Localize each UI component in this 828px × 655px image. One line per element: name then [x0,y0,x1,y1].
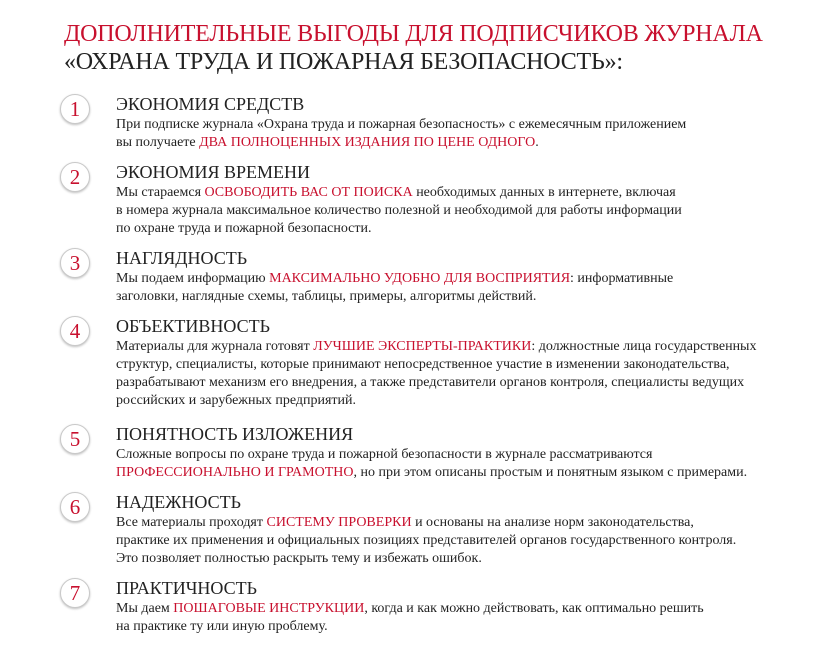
benefit-text-7 [116,600,816,636]
number-badge-4: 4 [60,316,90,346]
body-text: и основаны на анализе норм законодательства, [411,515,694,530]
benefit-heading-5: ПОНЯТНОСТЬ ИЗЛОЖЕНИЯ [116,424,354,444]
body-text: необходимых данных в интернете, включая [412,185,676,200]
highlight-text: МАКСИМАЛЬНО УДОБНО ДЛЯ ВОСПРИЯТИЯ [269,271,571,286]
text-line [116,288,816,306]
text-line [116,532,816,550]
body-text: , но при этом описаны простым и понятным языком с примерами. [353,465,748,480]
body-text: При подписке журнала «Охрана труда и пожарная безопасность» с ежемесячным приложением [116,117,687,132]
body-text: Мы подаем информацию [116,271,270,286]
benefit-text-6 [116,514,816,568]
text-line [116,338,816,356]
body-text: , когда и как можно действовать, как оптимально решить [364,601,704,616]
page-title-line-1: ДОПОЛНИТЕЛЬНЫЕ ВЫГОДЫ ДЛЯ ПОДПИСЧИКОВ ЖУРНАЛА [64,21,763,47]
benefit-heading-1: ЭКОНОМИЯ СРЕДСТВ [116,94,305,114]
body-text: по охране труда и пожарной безопасности. [116,221,372,236]
body-text: разрабатывают механизм его внедрения, а также представители органов контроля, специалисты ведущих [116,375,745,390]
highlight-text: ПРОФЕССИОНАЛЬНО И ГРАМОТНО [116,465,354,480]
text-line [116,374,816,392]
text-line [116,514,816,532]
highlight-text: ОСВОБОДИТЬ ВАС ОТ ПОИСКА [204,185,413,200]
benefit-heading-4: ОБЪЕКТИВНОСТЬ [116,316,270,336]
text-line [116,464,816,482]
body-text: Все материалы проходят [116,515,267,530]
body-text: Материалы для журнала готовят [116,339,314,354]
text-line [116,618,816,636]
number-badge-5: 5 [60,424,90,454]
number-badge-2: 2 [60,162,90,192]
body-text: структур, специалисты, которые принимают непосредственное участие в изменении законодательства, [116,357,730,372]
body-text: российских и зарубежных предприятий. [116,393,357,408]
text-line [116,184,816,202]
text-line [116,392,816,410]
benefit-heading-6: НАДЕЖНОСТЬ [116,492,241,512]
text-line [116,202,816,220]
highlight-text: ПОШАГОВЫЕ ИНСТРУКЦИИ [173,601,365,616]
text-line [116,220,816,238]
highlight-text: СИСТЕМУ ПРОВЕРКИ [266,515,412,530]
number-badge-1: 1 [60,94,90,124]
text-line [116,356,816,374]
text-line [116,550,816,568]
highlight-text: ЛУЧШИЕ ЭКСПЕРТЫ-ПРАКТИКИ [313,339,532,354]
benefit-text-3 [116,270,816,306]
text-line [116,116,816,134]
body-text: Мы стараемся [116,185,205,200]
benefit-text-5 [116,446,816,482]
body-text: заголовки, наглядные схемы, таблицы, примеры, алгоритмы действий. [116,289,537,304]
number-badge-7: 7 [60,578,90,608]
number-badge-3: 3 [60,248,90,278]
text-line [116,270,816,288]
text-line [116,600,816,618]
body-text: вы получаете [116,135,200,150]
benefit-heading-3: НАГЛЯДНОСТЬ [116,248,248,268]
body-text: в номера журнала максимальное количество полезной и необходимой для работы информации [116,203,682,218]
body-text: : информативные [570,271,674,286]
benefit-text-2 [116,184,816,238]
body-text: Мы даем [116,601,174,616]
number-badge-6: 6 [60,492,90,522]
benefit-text-4 [116,338,816,410]
text-line [116,446,816,464]
page-header [64,20,814,76]
page-title-line-2: «ОХРАНА ТРУДА И ПОЖАРНАЯ БЕЗОПАСНОСТЬ»: [64,49,623,75]
body-text: на практике ту или иную проблему. [116,619,328,634]
body-text: Сложные вопросы по охране труда и пожарной безопасности в журнале рассматриваются [116,447,653,462]
benefit-heading-7: ПРАКТИЧНОСТЬ [116,578,257,598]
body-text: : должностные лица государственных [531,339,757,354]
body-text: Это позволяет полностью раскрыть тему и избежать ошибок. [116,551,482,566]
benefit-heading-2: ЭКОНОМИЯ ВРЕМЕНИ [116,162,310,182]
highlight-text: ДВА ПОЛНОЦЕННЫХ ИЗДАНИЯ ПО ЦЕНЕ ОДНОГО [199,135,536,150]
body-text: практике их применения и официальных позициях представителей органов государственного контроля. [116,533,737,548]
body-text: . [535,135,539,150]
benefit-text-1 [116,116,816,152]
text-line [116,134,816,152]
